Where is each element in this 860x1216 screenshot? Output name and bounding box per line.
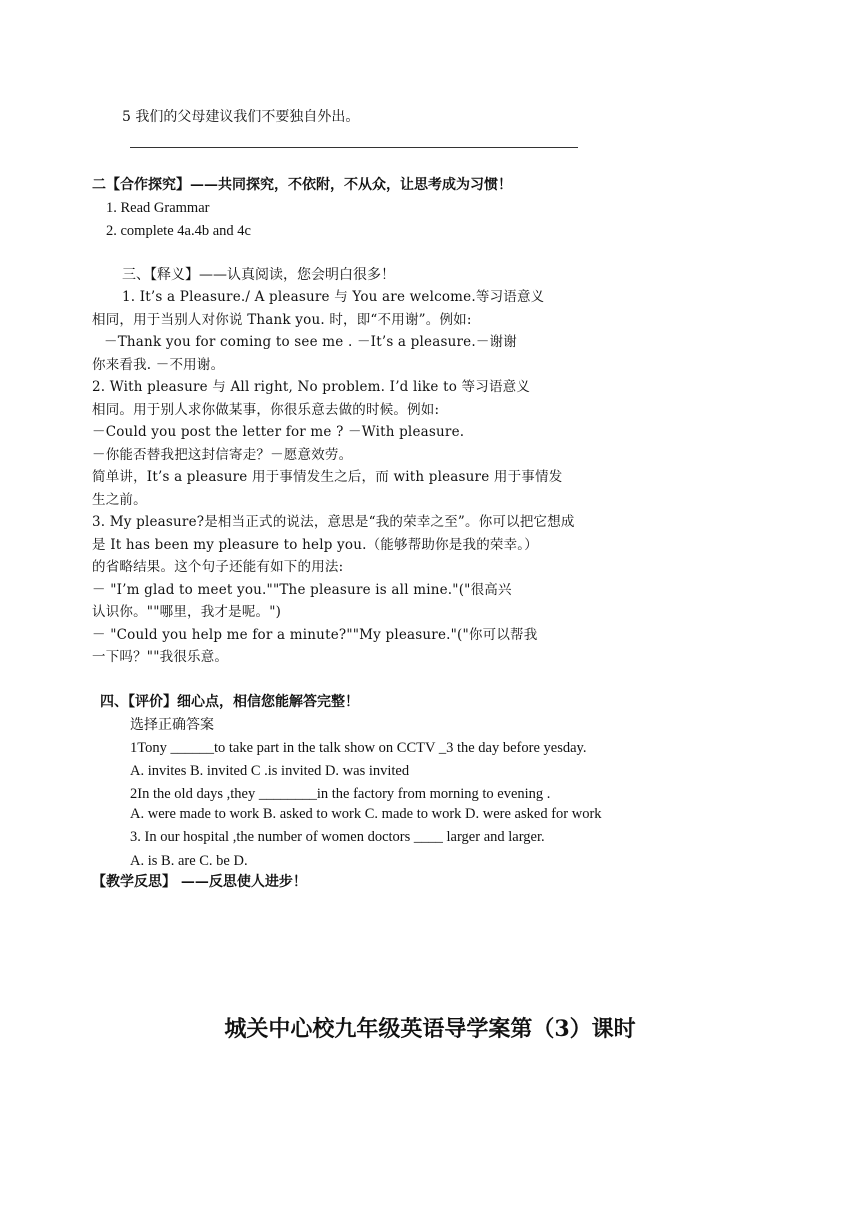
- paragraph-line: －你能否替我把这封信寄走？－愿意效劳。: [92, 447, 353, 463]
- instruction: 选择正确答案: [130, 717, 214, 733]
- section-3-heading: 三、【释义】——认真阅读，您会明白很多！: [122, 267, 395, 283]
- paragraph-line: 2. With pleasure 与 All right, No problem. I’d like to 等习语意义: [92, 379, 531, 395]
- reflection-heading: 【教学反思】 ——反思使人进步！: [92, 874, 307, 890]
- paragraph-line: 认识你。""哪里，我才是呢。"): [92, 604, 282, 620]
- question-2: 2In the old days ,they ________in the factory from morning to evening .: [130, 786, 551, 802]
- paragraph-line: 3. My pleasure?是相当正式的说法，意思是“我的荣幸之至”。你可以把它想成: [92, 514, 575, 530]
- paragraph-line: －Could you post the letter for me ? －With pleasure.: [92, 424, 465, 440]
- paragraph-line: 一下吗？""我很乐意。: [92, 649, 229, 665]
- paragraph-line: 简单讲，It’s a pleasure 用于事情发生之后，而 with pleasure 用于事情发: [92, 469, 563, 485]
- paragraph-line: 相同。用于别人求你做某事，你很乐意去做的时候。例如:: [92, 402, 440, 418]
- answer-blank-line: [130, 147, 578, 148]
- task-1: 1. Read Grammar: [106, 200, 210, 216]
- paragraph-line: 是 It has been my pleasure to help you.（能够帮助你是我的荣幸。）: [92, 537, 538, 553]
- question-3: 3. In our hospital ,the number of women doctors ____ larger and larger.: [130, 829, 545, 845]
- document-title: 城关中心校九年级英语导学案第（3）课时: [224, 1016, 636, 1042]
- question-3-options: A. is B. are C. be D.: [130, 853, 248, 869]
- section-4-heading: 四、【评价】细心点，相信您能解答完整！: [100, 694, 359, 710]
- paragraph-line: － "I’m glad to meet you.""The pleasure is all mine."("很高兴: [92, 582, 512, 598]
- paragraph-line: 生之前。: [92, 492, 147, 508]
- paragraph-line: 的省略结果。这个句子还能有如下的用法:: [92, 559, 344, 575]
- task-2: 2. complete 4a.4b and 4c: [106, 223, 251, 239]
- question-1: 1Tony ______to take part in the talk show on CCTV _3 the day before yesday.: [130, 740, 587, 756]
- paragraph-line: －Thank you for coming to see me . －It’s a pleasure.－谢谢: [104, 334, 517, 350]
- sentence-5: 5 我们的父母建议我们不要独自外出。: [122, 109, 360, 125]
- section-2-heading: 二【合作探究】——共同探究，不依附，不从众，让思考成为习惯！: [92, 177, 512, 193]
- question-1-options: A. invites B. invited C .is invited D. was invited: [130, 763, 410, 779]
- paragraph-line: 你来看我. －不用谢。: [92, 357, 225, 373]
- paragraph-line: 1. It’s a Pleasure./ A pleasure 与 You are welcome.等习语意义: [122, 289, 545, 305]
- paragraph-line: － "Could you help me for a minute?""My pleasure."("你可以帮我: [92, 627, 538, 643]
- paragraph-line: 相同，用于当别人对你说 Thank you. 时，即“不用谢”。例如:: [92, 312, 472, 328]
- question-2-options: A. were made to work B. asked to work C. made to work D. were asked for work: [130, 806, 602, 822]
